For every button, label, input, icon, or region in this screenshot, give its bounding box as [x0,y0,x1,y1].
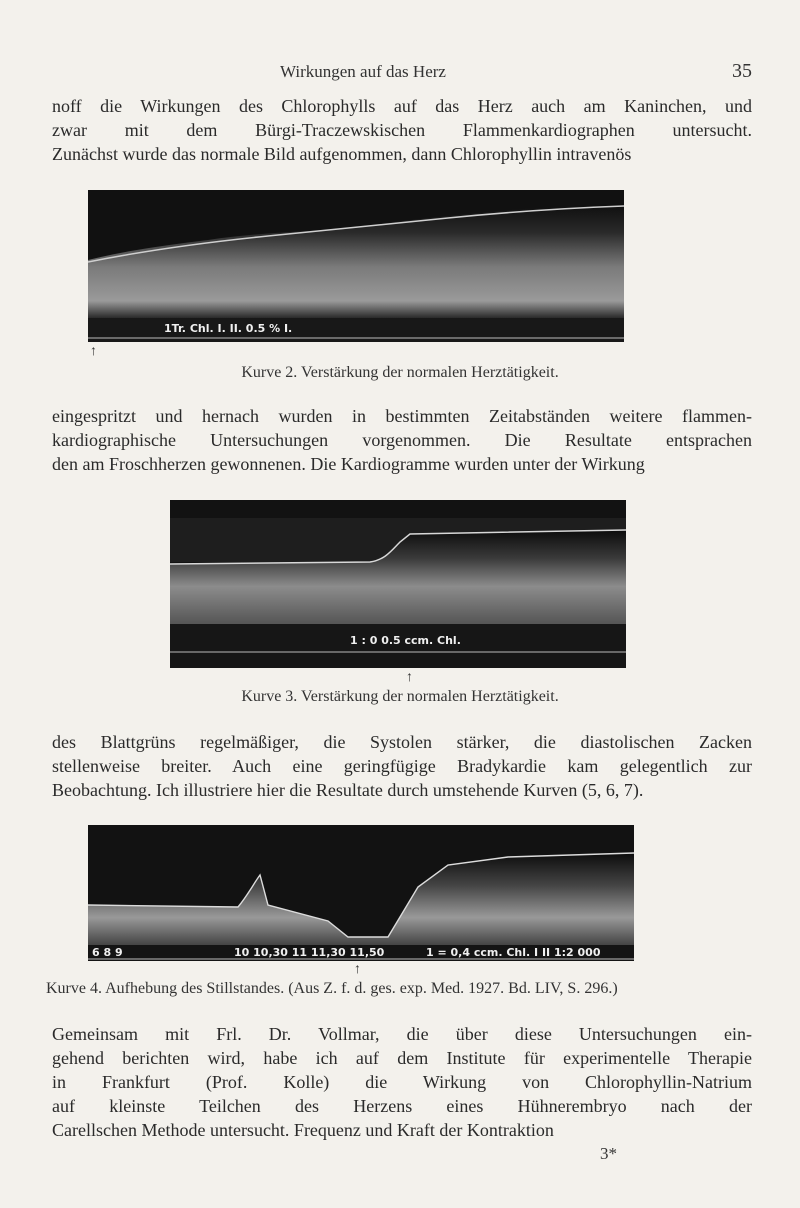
kurve-3-image [170,500,626,668]
signature-mark: 3* [600,1144,617,1163]
kurve-4-caption: Kurve 4. Aufhebung des Stillstandes. (Aus Z. f. d. ges. exp. Med. 1927. Bd. LIV, S. 296.) [46,980,618,997]
kurve-2-label: 1Tr. Chl. I. II. 0.5 % I. [164,322,293,335]
kurve-4-label-mid: 10 10,30 11 11,30 11,50 [234,946,385,959]
kurve-4-trace [88,825,634,961]
text-line: Beobachtung. Ich illustriere hier die Resultate durch umstehende Kurven (5, 6, 7). [52,780,644,800]
text-line: Gemeinsam mit Frl. Dr. Vollmar, die über diese Untersuchungen ein- [52,1024,752,1044]
page-number: 35 [732,60,752,82]
text-line: zwar mit dem Bürgi-Traczewskischen Flammenkardiographen untersucht. [52,120,752,140]
kurve-3-label: 1 : 0 0.5 ccm. Chl. [350,634,461,647]
kurve-2-trace [88,190,624,342]
text-line: Zunächst wurde das normale Bild aufgenommen, dann Chlorophyllin intravenös [52,144,632,164]
page-header [0,60,800,88]
kurve-3-arrow: ↑ [406,670,413,685]
text-line: den am Froschherzen gewonnenen. Die Kardiogramme wurden unter der Wirkung [52,454,645,474]
kurve-3-caption: Kurve 3. Verstärkung der normalen Herztätigkeit. [241,688,559,705]
kurve-2-arrow: ↑ [90,344,97,359]
kurve-4-label-right: 1 = 0,4 ccm. Chl. I II 1:2 000 [426,946,601,959]
text-line: noff die Wirkungen des Chlorophylls auf das Herz auch am Kaninchen, und [52,96,752,116]
text-line: eingespritzt und hernach wurden in bestimmten Zeitabständen weitere flammen- [52,406,752,426]
text-line: des Blattgrüns regelmäßiger, die Systolen stärker, die diastolischen Zacken [52,732,752,752]
paragraph-1 [52,94,752,166]
kurve-4-arrow: ↑ [354,962,361,977]
text-line: Carellschen Methode untersucht. Frequenz und Kraft der Kontraktion [52,1120,554,1140]
kurve-2-caption: Kurve 2. Verstärkung der normalen Herztätigkeit. [241,364,559,381]
paragraph-2 [52,404,752,476]
text-line: auf kleinste Teilchen des Herzens eines Hühnerembryo nach der [52,1096,752,1116]
paragraph-4 [52,1022,752,1142]
text-line: stellenweise breiter. Auch eine geringfügige Bradykardie kam gelegentlich zur [52,756,752,776]
paragraph-3 [52,730,752,802]
running-title: Wirkungen auf das Herz [280,62,446,81]
kurve-4-image [88,825,634,961]
text-line: kardiographische Untersuchungen vorgenommen. Die Resultate entsprachen [52,430,752,450]
kurve-2-image [88,190,624,342]
kurve-4-label-left: 6 8 9 [92,946,123,959]
text-line: gehend berichten wird, habe ich auf dem Institute für experimentelle Therapie [52,1048,752,1068]
text-line: in Frankfurt (Prof. Kolle) die Wirkung von Chlorophyllin-Natrium [52,1072,752,1092]
